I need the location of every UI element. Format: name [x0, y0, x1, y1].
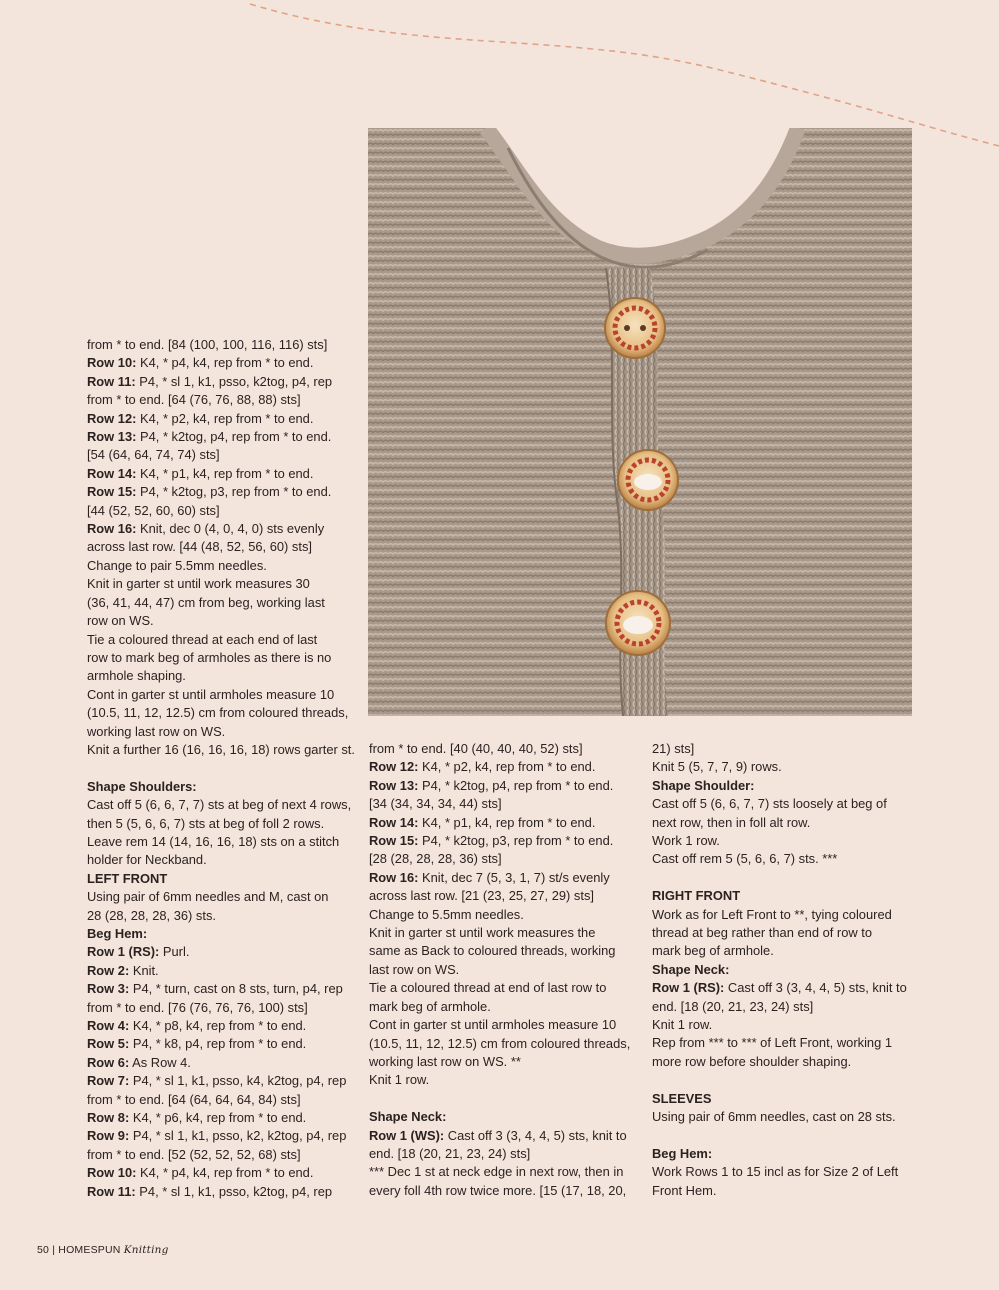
section-heading: RIGHT FRONT: [652, 888, 741, 904]
pattern-line: [87, 502, 357, 520]
pattern-line: [87, 833, 357, 851]
row-label: Row 13:: [369, 777, 419, 793]
instruction-text: thread at beg rather than end of row to: [652, 925, 873, 941]
instruction-text: As Row 4.: [129, 1054, 191, 1070]
pattern-line: [652, 1034, 912, 1052]
pattern-line: [369, 1163, 639, 1181]
instruction-text: Cast off 3 (3, 4, 4, 5) sts, knit to: [724, 980, 907, 996]
pattern-line: [87, 723, 357, 741]
pattern-line: [369, 1145, 639, 1163]
instruction-text: working last row on WS.: [87, 723, 226, 739]
instruction-text: Front Hem.: [652, 1182, 717, 1198]
instruction-text: (36, 41, 44, 47) cm from beg, working last: [87, 594, 325, 610]
instruction-text: across last row. [21 (23, 25, 27, 29) sts]: [369, 888, 594, 904]
footer-separator: |: [52, 1244, 56, 1256]
instruction-text: Cast off 5 (6, 6, 7, 7) sts at beg of next 4 rows,: [87, 797, 352, 813]
pattern-line: [369, 961, 639, 979]
instruction-text: end. [18 (20, 21, 23, 24) sts]: [369, 1145, 531, 1161]
row-label: Row 11:: [87, 373, 136, 389]
instruction-text: Cast off rem 5 (5, 6, 6, 7) sts. ***: [652, 851, 838, 867]
instruction-text: Using pair of 6mm needles, cast on 28 sts.: [652, 1109, 896, 1125]
pattern-line: [369, 998, 639, 1016]
pattern-line: [652, 942, 912, 960]
instruction-text: same as Back to coloured threads, working: [369, 943, 616, 959]
instruction-text: [34 (34, 34, 34, 44) sts]: [369, 796, 502, 812]
instruction-text: (10.5, 11, 12, 12.5) cm from coloured threads,: [369, 1035, 631, 1051]
row-label: Row 5:: [87, 1036, 130, 1052]
row-label: Row 10:: [87, 1165, 137, 1181]
pattern-line: [652, 1182, 912, 1200]
pattern-line: [87, 1035, 357, 1053]
pattern-line: [87, 446, 357, 464]
pattern-line: [369, 1053, 639, 1071]
text-column-2: [369, 740, 639, 1200]
spacer: [652, 1071, 912, 1089]
instruction-text: Knit, dec 0 (4, 0, 4, 0) sts evenly: [136, 521, 325, 537]
instruction-text: more row before shoulder shaping.: [652, 1053, 852, 1069]
instruction-text: from * to end. [64 (64, 64, 64, 84) sts]: [87, 1091, 301, 1107]
page-number: 50: [37, 1244, 50, 1256]
instruction-text: Knit 1 row.: [652, 1017, 713, 1033]
instruction-text: *** Dec 1 st at neck edge in next row, then in: [369, 1164, 624, 1180]
pattern-line: [87, 943, 357, 961]
instruction-text: P4, * sl 1, k1, psso, k2, k2tog, p4, rep: [129, 1128, 347, 1144]
pattern-line: [87, 667, 357, 685]
button-2: [618, 450, 678, 510]
pattern-line: [87, 594, 357, 612]
pattern-line: [87, 538, 357, 556]
instruction-text: Rep from *** to *** of Left Front, working 1: [652, 1035, 893, 1051]
instruction-text: K4, * p4, k4, rep from * to end.: [136, 1165, 314, 1181]
instruction-text: from * to end. [84 (100, 100, 116, 116) sts]: [87, 337, 328, 352]
instruction-text: Purl.: [159, 944, 190, 960]
instruction-text: Change to pair 5.5mm needles.: [87, 557, 267, 573]
pattern-line: [369, 832, 639, 850]
instruction-text: P4, * k2tog, p4, rep from * to end.: [136, 429, 332, 445]
knit-photo-svg: [368, 128, 912, 716]
instruction-text: end. [18 (20, 21, 23, 24) sts]: [652, 998, 814, 1014]
instruction-text: working last row on WS. **: [369, 1053, 521, 1069]
pattern-line: [652, 795, 912, 813]
instruction-text: Using pair of 6mm needles and M, cast on: [87, 889, 329, 905]
section-heading: Beg Hem:: [87, 925, 148, 941]
pattern-line: [87, 373, 357, 391]
pattern-line: [369, 1182, 639, 1200]
instruction-text: last row on WS.: [369, 961, 460, 977]
instruction-text: from * to end. [52 (52, 52, 52, 68) sts]: [87, 1146, 301, 1162]
spacer: [652, 1127, 912, 1145]
instruction-text: Knit in garter st until work measures the: [369, 925, 596, 941]
pattern-line: [652, 758, 912, 776]
instruction-text: P4, * sl 1, k1, psso, k2tog, p4, rep: [135, 373, 333, 389]
pattern-line: [87, 686, 357, 704]
row-label: Row 13:: [87, 429, 137, 445]
instruction-text: K4, * p2, k4, rep from * to end.: [136, 410, 314, 426]
row-label: Row 2:: [87, 962, 130, 978]
row-label: Row 4:: [87, 1018, 130, 1034]
instruction-text: from * to end. [64 (76, 76, 88, 88) sts]: [87, 392, 301, 408]
section-heading: SLEEVES: [652, 1090, 712, 1106]
pattern-line: [87, 815, 357, 833]
pattern-line: [87, 354, 357, 372]
pattern-line: [87, 796, 357, 814]
button-3: [606, 591, 670, 655]
instruction-text: 21) sts]: [652, 741, 695, 756]
instruction-text: P4, * k2tog, p3, rep from * to end.: [418, 833, 614, 849]
instruction-text: Work as for Left Front to **, tying coloured: [652, 906, 892, 922]
instruction-text: Knit 1 row.: [369, 1072, 430, 1088]
instruction-text: 28 (28, 28, 28, 36) sts.: [87, 907, 216, 923]
instruction-text: (10.5, 11, 12, 12.5) cm from coloured threads,: [87, 705, 349, 721]
pattern-line: [87, 1091, 357, 1109]
pattern-line: [652, 924, 912, 942]
instruction-text: P4, * turn, cast on 8 sts, turn, p4, rep: [129, 981, 343, 997]
page-footer: [37, 1244, 169, 1256]
pattern-line: [369, 869, 639, 887]
instruction-text: Knit a further 16 (16, 16, 16, 18) rows garter st.: [87, 741, 355, 757]
pattern-line: [652, 1108, 912, 1126]
row-label: Row 10:: [87, 355, 137, 371]
instruction-text: holder for Neckband.: [87, 852, 207, 868]
instruction-text: every foll 4th row twice more. [15 (17, 18, 20,: [369, 1182, 627, 1198]
button-1: [605, 298, 665, 358]
row-label: Row 1 (RS):: [87, 944, 160, 960]
instruction-text: Cont in garter st until armholes measure 10: [87, 686, 335, 702]
instruction-text: row to mark beg of armholes as there is no: [87, 649, 332, 665]
section-heading: Shape Neck:: [369, 1109, 447, 1125]
instruction-text: Work 1 row.: [652, 833, 720, 849]
instruction-text: Tie a coloured thread at end of last row to: [369, 980, 607, 996]
pattern-line: [87, 1054, 357, 1072]
instruction-text: P4, * k2tog, p3, rep from * to end.: [136, 484, 332, 500]
pattern-line: [369, 777, 639, 795]
pattern-line: [369, 887, 639, 905]
pattern-line: [652, 1053, 912, 1071]
pattern-line: [87, 962, 357, 980]
pattern-line: [87, 1017, 357, 1035]
instruction-text: Work Rows 1 to 15 incl as for Size 2 of Left: [652, 1164, 899, 1180]
pattern-line: [87, 520, 357, 538]
pattern-line: [652, 740, 912, 758]
pattern-line: [369, 758, 639, 776]
instruction-text: K4, * p4, k4, rep from * to end.: [136, 355, 314, 371]
pattern-line: [652, 979, 912, 997]
pattern-line: [369, 906, 639, 924]
pattern-line: [652, 850, 912, 868]
instruction-text: row on WS.: [87, 613, 154, 629]
row-label: Row 16:: [87, 521, 137, 537]
row-label: Row 8:: [87, 1110, 130, 1126]
instruction-text: Cast off 5 (6, 6, 7, 7) sts loosely at beg of: [652, 796, 887, 812]
pattern-line: [87, 483, 357, 501]
pattern-line: [369, 850, 639, 868]
instruction-text: from * to end. [76 (76, 76, 76, 100) sts]: [87, 999, 308, 1015]
pattern-line: [369, 795, 639, 813]
section-heading: Shape Neck:: [652, 961, 730, 977]
instruction-text: K4, * p6, k4, rep from * to end.: [129, 1110, 307, 1126]
pattern-line: [369, 1035, 639, 1053]
instruction-text: across last row. [44 (48, 52, 56, 60) sts]: [87, 539, 312, 555]
pattern-line: [369, 814, 639, 832]
instruction-text: [28 (28, 28, 28, 36) sts]: [369, 851, 502, 867]
instruction-text: mark beg of armhole.: [652, 943, 774, 959]
instruction-text: Knit, dec 7 (5, 3, 1, 7) st/s evenly: [418, 869, 610, 885]
pattern-line: [369, 1071, 639, 1089]
pattern-line: [87, 851, 357, 869]
pattern-line: [87, 557, 357, 575]
pattern-line: [87, 649, 357, 667]
pattern-line: [87, 1183, 357, 1201]
pattern-line: [87, 465, 357, 483]
instruction-text: [44 (52, 52, 60, 60) sts]: [87, 502, 220, 518]
pattern-line: [87, 391, 357, 409]
row-label: Row 7:: [87, 1073, 130, 1089]
instruction-text: Cont in garter st until armholes measure 10: [369, 1017, 617, 1033]
row-label: Row 11:: [87, 1183, 136, 1199]
instruction-text: Leave rem 14 (14, 16, 16, 18) sts on a stitch: [87, 833, 340, 849]
instruction-text: next row, then in foll alt row.: [652, 814, 811, 830]
section-heading: Shape Shoulder:: [652, 777, 755, 793]
pattern-line: [87, 1164, 357, 1182]
instruction-text: armhole shaping.: [87, 668, 186, 684]
instruction-text: from * to end. [40 (40, 40, 40, 52) sts]: [369, 741, 583, 756]
pattern-line: [87, 1072, 357, 1090]
pattern-line: [87, 980, 357, 998]
pattern-line: [369, 942, 639, 960]
instruction-text: K4, * p1, k4, rep from * to end.: [418, 814, 596, 830]
instruction-text: K4, * p8, k4, rep from * to end.: [129, 1018, 307, 1034]
instruction-text: Knit.: [129, 962, 159, 978]
row-label: Row 15:: [87, 484, 137, 500]
row-label: Row 9:: [87, 1128, 130, 1144]
section-heading: Beg Hem:: [652, 1145, 713, 1161]
cardigan-photo: [368, 128, 912, 716]
instruction-text: Cast off 3 (3, 4, 4, 5) sts, knit to: [444, 1127, 627, 1143]
instruction-text: P4, * k8, p4, rep from * to end.: [129, 1036, 307, 1052]
pattern-line: [87, 575, 357, 593]
pattern-line: [87, 704, 357, 722]
row-label: Row 14:: [369, 814, 419, 830]
instruction-text: Change to 5.5mm needles.: [369, 906, 524, 922]
pattern-line: [369, 1016, 639, 1034]
pattern-line: [87, 1127, 357, 1145]
instruction-text: P4, * sl 1, k1, psso, k2tog, p4, rep: [135, 1183, 333, 1199]
instruction-text: P4, * k2tog, p4, rep from * to end.: [418, 777, 614, 793]
pattern-line: [87, 1146, 357, 1164]
pattern-line: [652, 832, 912, 850]
row-label: Row 1 (RS):: [652, 980, 725, 996]
instruction-text: mark beg of armhole.: [369, 998, 491, 1014]
instruction-text: Knit in garter st until work measures 30: [87, 576, 310, 592]
row-label: Row 12:: [87, 410, 137, 426]
row-label: Row 3:: [87, 981, 130, 997]
pattern-line: [87, 1109, 357, 1127]
section-heading: Shape Shoulders:: [87, 778, 197, 794]
pattern-line: [87, 888, 357, 906]
text-column-3: [652, 740, 912, 1200]
instruction-text: [54 (64, 64, 74, 74) sts]: [87, 447, 220, 463]
instruction-text: Knit 5 (5, 7, 7, 9) rows.: [652, 759, 782, 775]
pattern-line: [87, 999, 357, 1017]
instruction-text: Tie a coloured thread at each end of last: [87, 631, 318, 647]
row-label: Row 6:: [87, 1054, 130, 1070]
pattern-line: [652, 814, 912, 832]
pattern-line: [652, 1163, 912, 1181]
magazine-section: Knitting: [123, 1244, 169, 1256]
pattern-line: [87, 907, 357, 925]
text-column-1: [87, 336, 357, 1201]
pattern-line: [369, 924, 639, 942]
pattern-line: [87, 612, 357, 630]
pattern-line: [369, 979, 639, 997]
row-label: Row 12:: [369, 759, 419, 775]
pattern-line: [652, 1016, 912, 1034]
spacer: [652, 869, 912, 887]
pattern-line: [87, 336, 357, 354]
spacer: [369, 1090, 639, 1108]
instruction-text: P4, * sl 1, k1, psso, k4, k2tog, p4, rep: [129, 1073, 347, 1089]
magazine-name: HOMESPUN: [58, 1244, 121, 1256]
section-heading: LEFT FRONT: [87, 870, 168, 886]
instruction-text: then 5 (5, 6, 6, 7) sts at beg of foll 2 rows.: [87, 815, 325, 831]
row-label: Row 14:: [87, 465, 137, 481]
pattern-line: [369, 740, 639, 758]
spacer: [87, 759, 357, 777]
instruction-text: K4, * p2, k4, rep from * to end.: [418, 759, 596, 775]
instruction-text: K4, * p1, k4, rep from * to end.: [136, 465, 314, 481]
pattern-line: [87, 631, 357, 649]
pattern-line: [652, 998, 912, 1016]
row-label: Row 1 (WS):: [369, 1127, 445, 1143]
pattern-line: [87, 410, 357, 428]
row-label: Row 16:: [369, 869, 419, 885]
row-label: Row 15:: [369, 833, 419, 849]
pattern-line: [369, 1127, 639, 1145]
pattern-line: [87, 428, 357, 446]
pattern-line: [87, 741, 357, 759]
pattern-line: [652, 906, 912, 924]
